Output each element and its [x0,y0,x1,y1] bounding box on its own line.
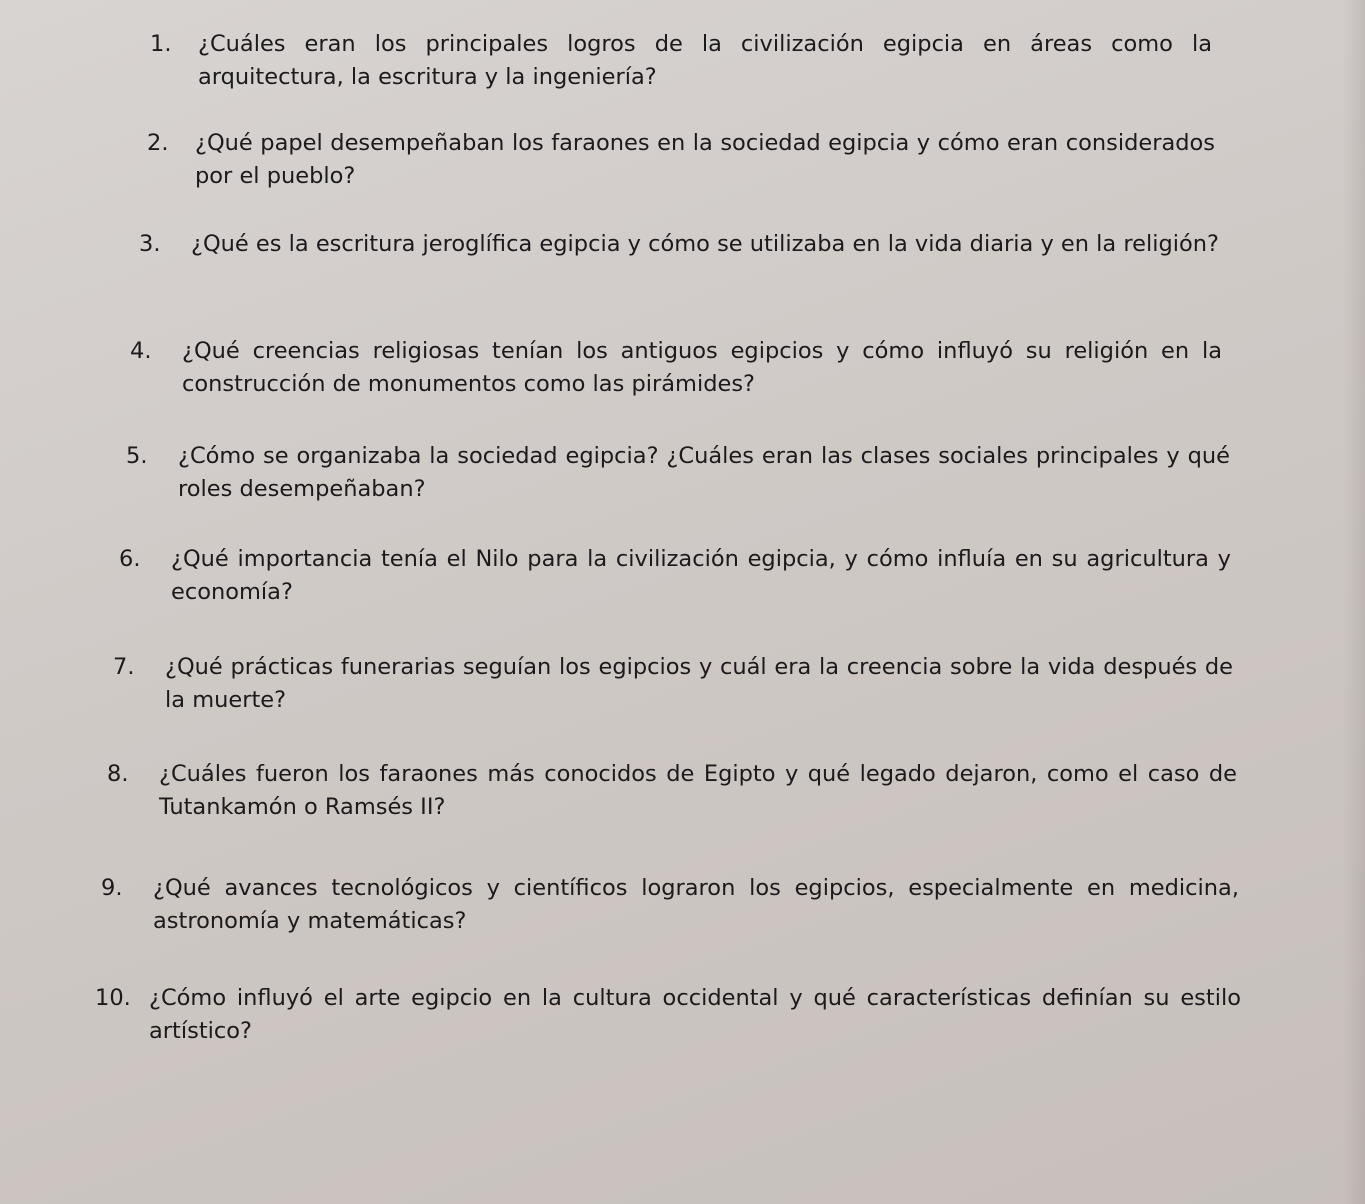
question-number: 7. [113,654,135,680]
question-2 [147,127,1215,193]
question-text: ¿Qué avances tecnológicos y científicos lograron los egipcios, especialmente en medicina, astronomía y matemáticas? [153,875,1239,934]
question-number: 2. [147,130,169,156]
question-number: 10. [95,985,131,1011]
question-text: ¿Qué es la escritura jeroglífica egipcia y cómo se utilizaba en la vida diaria y en la religión? [191,231,1219,257]
question-text: ¿Qué prácticas funerarias seguían los egipcios y cuál era la creencia sobre la vida después de la muerte? [165,654,1233,713]
question-text: ¿Cómo se organizaba la sociedad egipcia? ¿Cuáles eran las clases sociales principales y qué roles desempeñaban? [178,443,1230,502]
question-text: ¿Cómo influyó el arte egipcio en la cultura occidental y qué características definían su estilo artístico? [149,985,1241,1044]
question-number: 9. [101,875,123,901]
question-text: ¿Qué importancia tenía el Nilo para la civilización egipcia, y cómo influía en su agricultura y economía? [171,546,1231,605]
question-number: 5. [126,443,148,469]
question-1 [150,28,1212,94]
question-4 [130,335,1222,401]
question-6 [119,543,1231,609]
question-7 [113,651,1233,717]
question-number: 3. [139,231,161,257]
question-3 [139,228,1219,261]
question-text: ¿Cuáles fueron los faraones más conocidos de Egipto y qué legado dejaron, como el caso de Tutankamón o Ramsés II? [159,761,1237,820]
question-number: 4. [130,338,152,364]
question-number: 8. [107,761,129,787]
question-text: ¿Qué papel desempeñaban los faraones en la sociedad egipcia y cómo eran considerados por el pueblo? [195,130,1215,189]
question-number: 6. [119,546,141,572]
question-8 [107,758,1237,824]
question-number: 1. [150,31,172,57]
question-9 [101,872,1239,938]
question-5 [126,440,1230,506]
question-text: ¿Cuáles eran los principales logros de la civilización egipcia en áreas como la arquitectura, la escritura y la ingeniería? [198,31,1212,90]
question-text: ¿Qué creencias religiosas tenían los antiguos egipcios y cómo influyó su religión en la construcción de monumentos como las pirámides? [182,338,1222,397]
question-10 [95,982,1241,1048]
